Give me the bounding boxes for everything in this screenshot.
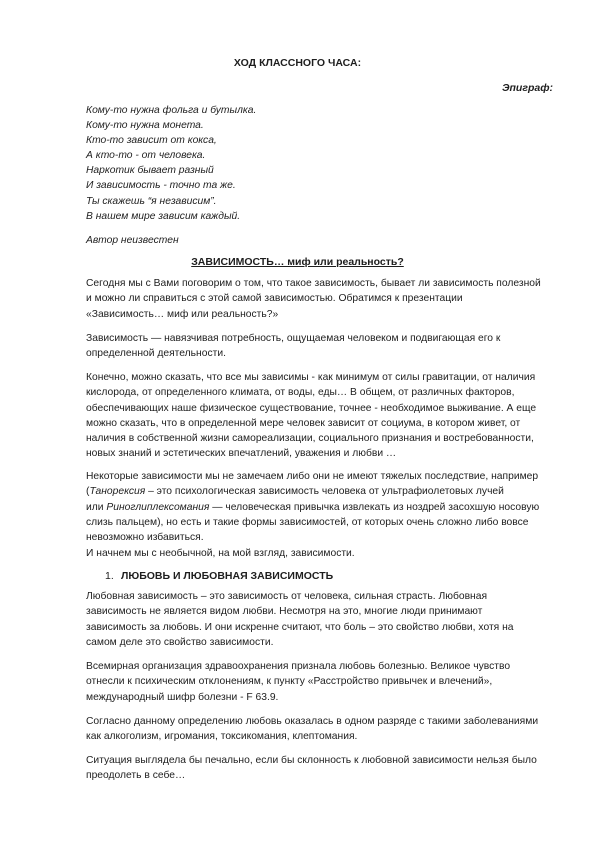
line-prefix: или	[86, 501, 107, 513]
paragraph-line: Некоторые зависимости мы не замечаем либо они не имеют тяжелых последствие, например	[86, 471, 539, 482]
paragraph-line: зависимость не является видом любви. Несмотря на это, многие люди принимают	[86, 606, 483, 618]
poem-line: В нашем мире зависим каждый.	[86, 210, 241, 222]
poem-line: Наркотик бывает разный	[86, 165, 214, 177]
epigraph-poem	[86, 103, 256, 224]
paragraph-line	[86, 484, 560, 499]
paragraph-who	[86, 659, 560, 705]
term-rhinoglyplexomania: Риноглиплексомания	[106, 501, 210, 513]
poem-line: А кто-то - от человека.	[86, 150, 206, 162]
paren-open: (	[86, 486, 90, 498]
paragraph-line: отнесли к психическим отклонениям, к пункту «Расстройство привычек и влечений»,	[86, 676, 493, 688]
paragraph-definition	[86, 331, 560, 362]
paragraph-line: Всемирная организация здравоохранения признала любовь болезнью. Великое чувство	[86, 661, 511, 672]
paragraph-line: как алкоголизм, игромания, токсикомания, клептомания.	[86, 731, 358, 743]
paragraph-line: невозможно избавиться.	[86, 532, 204, 544]
paragraph-category	[86, 714, 560, 745]
poem-line: И зависимость - точно та же.	[86, 180, 236, 192]
paragraph-line: самом деле это свойство зависимости.	[86, 636, 274, 648]
paragraph-line: И начнем мы с необычной, на мой взгляд, зависимости.	[86, 548, 355, 559]
paragraph-line: Сегодня мы с Вами поговорим о том, что такое зависимость, бывает ли зависимость полезной	[86, 278, 541, 289]
section-heading-text: ЛЮБОВЬ И ЛЮБОВНАЯ ЗАВИСИМОСТЬ	[121, 570, 334, 582]
paragraph-love-addiction	[86, 589, 560, 650]
paragraph-line: слизь пальцем), но есть и такие формы зависимостей, от которых очень сложно либо вовсе	[86, 516, 529, 528]
paragraph-examples	[86, 469, 560, 545]
paragraph-conclusion	[86, 753, 560, 784]
term-tanorexia: Танорексия	[89, 486, 146, 498]
page-title: ХОД КЛАССНОГО ЧАСА:	[233, 57, 362, 69]
poem-line: Кто-то зависит от кокса,	[86, 135, 217, 147]
paragraph-line: Конечно, можно сказать, что все мы зависимы - как минимум от силы гравитации, от наличия	[86, 372, 536, 383]
paragraph-line: обеспечивающих наше физическое существование, точнее - необходимое выживание. А еще	[86, 402, 537, 414]
section-subtitle: ЗАВИСИМОСТЬ… миф или реальность?	[191, 256, 404, 268]
paragraph-transition	[86, 546, 560, 561]
paragraph-line: и можно ли справиться с этой самой зависимостью. Обратимся к презентации	[86, 293, 463, 305]
paragraph-line: Зависимость — навязчивая потребность, ощущаемая человеком и подвигающая его к	[86, 333, 501, 344]
paragraph-line: преодолеть в себе…	[86, 770, 186, 782]
term-definition: — человеческая привычка извлекать из ноздрей засохшую носовую	[209, 501, 540, 513]
poem-author: Автор неизвестен	[86, 235, 179, 246]
paragraph-factors	[86, 370, 560, 462]
paragraph-line: международный шифр болезни - F 63.9.	[86, 691, 279, 703]
paragraph-intro	[86, 276, 560, 322]
term-definition: – это психологическая зависимость человека от ультрафиолетовых лучей	[148, 486, 504, 498]
section-heading	[105, 570, 333, 582]
poem-line: Кому-то нужна монета.	[86, 120, 204, 132]
paragraph-line: кислорода, от определенного климата, от воды, еды… В общем, от различных факторов,	[86, 387, 515, 399]
paragraph-line: Любовная зависимость – это зависимость от человека, сильная страсть. Любовная	[86, 591, 488, 602]
paragraph-line: наличия в собственной жизни самореализации, социального признания и востребованности,	[86, 433, 534, 445]
paragraph-line: «Зависимость… миф или реальность?»	[86, 308, 279, 320]
paragraph-line: Ситуация выглядела бы печально, если бы склонность к любовной зависимости нельзя было	[86, 755, 537, 766]
section-number: 1.	[105, 570, 114, 582]
paragraph-line: Согласно данному определению любовь оказалась в одном разряде с такими заболеваниями	[86, 716, 539, 727]
paragraph-line: определенной деятельности.	[86, 348, 226, 360]
epigraph-label: Эпиграф:	[501, 82, 553, 94]
poem-line: Ты скажешь “я независим”.	[86, 195, 217, 207]
paragraph-line: можно сказать, что в определенной мере человек зависит от социума, в котором живет, от	[86, 417, 521, 429]
paragraph-line	[86, 500, 560, 515]
paragraph-line: новых знаний и эстетических впечатлений, уважения и любви …	[86, 448, 397, 460]
poem-line: Кому-то нужна фольга и бутылка.	[86, 105, 257, 116]
paragraph-line: зависимость за любовь. И они искренне считают, что боль – это свойство любви, хотя на	[86, 621, 514, 633]
